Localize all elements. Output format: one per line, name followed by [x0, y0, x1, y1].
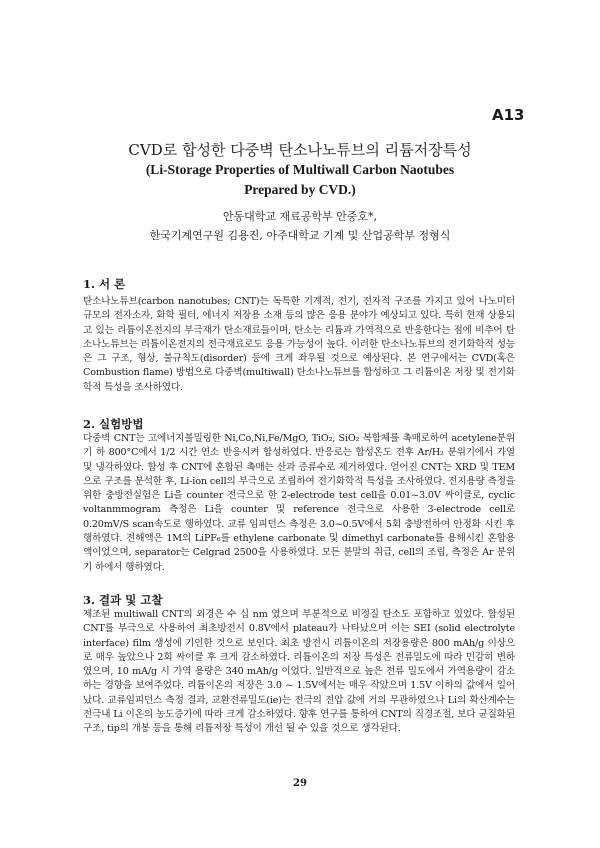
- section-body-results: 제조된 multiwall CNT의 외경은 수 십 nm 였으며 부분적으로 비정질 탄소도 포함하고 있었다. 합성된 CNT를 부극으로 사용하여 최초방전시 0.8V에서 plateau가 나타났으며 이는 SEI (solid electrolyte interface) film 생성에 기인한 것으로 보인다. 최초 방전시 리튬이온의 저장용량은 800 mAh/g 이상으로 매우 높았으나 2회 싸이클 후 크게 감소하였다. 리튬이온의 저장 특성은 전류밀도에 따라 민감히 변하였으며, 10 mA/g 시 가역 용량은 340 mAh/g 이었다. 일반적으로 높은 전류 밀도에서 가역용량이 감소하는 경향을 보여주었다. 리튬이온의 저장은 3.0 ~ 1.5V에서는 매우 작았으며 1.5V 이하의 값에서 일어났다. 교류임피던스 측정 결과, 교환전류밀도(ie)는 전극의 전압 값에 거의 무관하였으나 Li의 확산계수는 전극내 Li 이온의 농도증가에 따라 크게 감소하였다. 향후 연구를 통하여 CNT의 직경조절, 보다 균질화된 구조, tip의 개봉 등을 통해 리튬저장 특성이 개선 될 수 있을 것으로 생각된다.: [83, 609, 515, 735]
- title-english: [0, 160, 600, 200]
- section-body-intro: 탄소나노튜브(carbon nanotubes; CNT)는 독특한 기계적, 전기, 전자적 구조를 가지고 있어 나노미터 규모의 전자소자, 화학 필터, 에너지 저장용 소재 등의 많은 응용 분야가 예상되고 있다. 특히 현재 상용되고 있는 리튬이온전지의 부극재가 탄소재료들이며, 탄소는 리튬과 가역적으로 반응한다는 점에 비추어 탄소나노튜브는 리튬이온전지의 전극재료로도 응용 가능성이 높다. 이러한 탄소나노튜브의 전기화학적 성능은 그 구조, 형상, 불규칙도(disorder) 등에 크게 좌우될 것으로 예상된다. 본 연구에서는 CVD(혹은 Combustion flame) 방법으로 다중벽(multiwall) 탄소나노튜브를 합성하고 그 리튬이온 저장 및 전기화학적 특성을 조사하였다.: [83, 296, 515, 393]
- paper-code: A13: [492, 106, 525, 124]
- section-heading-results: 3. 결과 및 고찰: [83, 593, 163, 607]
- section-body-methods: 다중벽 CNT는 고에너지볼밀링한 Ni,Co,Ni,Fe/MgO, TiO₂, SiO₂ 복합체를 촉매로하여 acetylene분위기 하 800°C에서 1/2 시간 연소 반응시켜 합성하였다. 반응로는 합성온도 전후 Ar/H₂ 분위기에서 가열 및 냉각하였다. 합성 후 CNT에 혼합된 촉매는 산과 증류수로 제거하였다. 얻어진 CNT는 XRD 및 TEM으로 구조를 분석한 후, Li-ion cell의 부극으로 조립하여 전기화학적 특성을 조사하였다. 전지용량 측정을 위한 충방전실험은 Li을 counter 전극으로 한 2-electrode test cell을 0.01~3.0V 싸이클로, cyclic voltanmmogram 측정은 Li을 counter 및 reference 전극으로 사용한 3-electrode cell로 0.20mV/S scan속도로 행하였다. 교류 임피던스 측정은 3.0~0.5V에서 5회 충방전하여 안정화 시킨 후 행하였다. 전해액은 1M의 LiPF₆를 ethylene carbonate 및 dimethyl carbonate를 용해시킨 혼합용액이었으며, separator는 Celgrad 2500을 사용하였다. 모든 분말의 취급, cell의 조립, 측정은 Ar 분위기 하에서 행하였다.: [83, 433, 515, 573]
- title-english-line1: (Li-Storage Properties of Multiwall Carbon Naotubes: [145, 162, 455, 177]
- author-line2: 한국기계연구원 김용진, 아주대학교 기계 및 산업공학부 정형식: [149, 229, 451, 242]
- title-english-line2: Prepared by CVD.): [244, 182, 356, 197]
- section-heading-intro: 1. 서 론: [83, 277, 126, 291]
- title-korean: CVD로 합성한 다중벽 탄소나노튜브의 리튬저장특성: [128, 141, 472, 159]
- author-block: [0, 207, 600, 245]
- page-number: 29: [293, 778, 307, 789]
- section-heading-methods: 2. 실험방법: [83, 417, 144, 431]
- author-line1: 안동대학교 재료공학부 안중호*,: [222, 210, 378, 223]
